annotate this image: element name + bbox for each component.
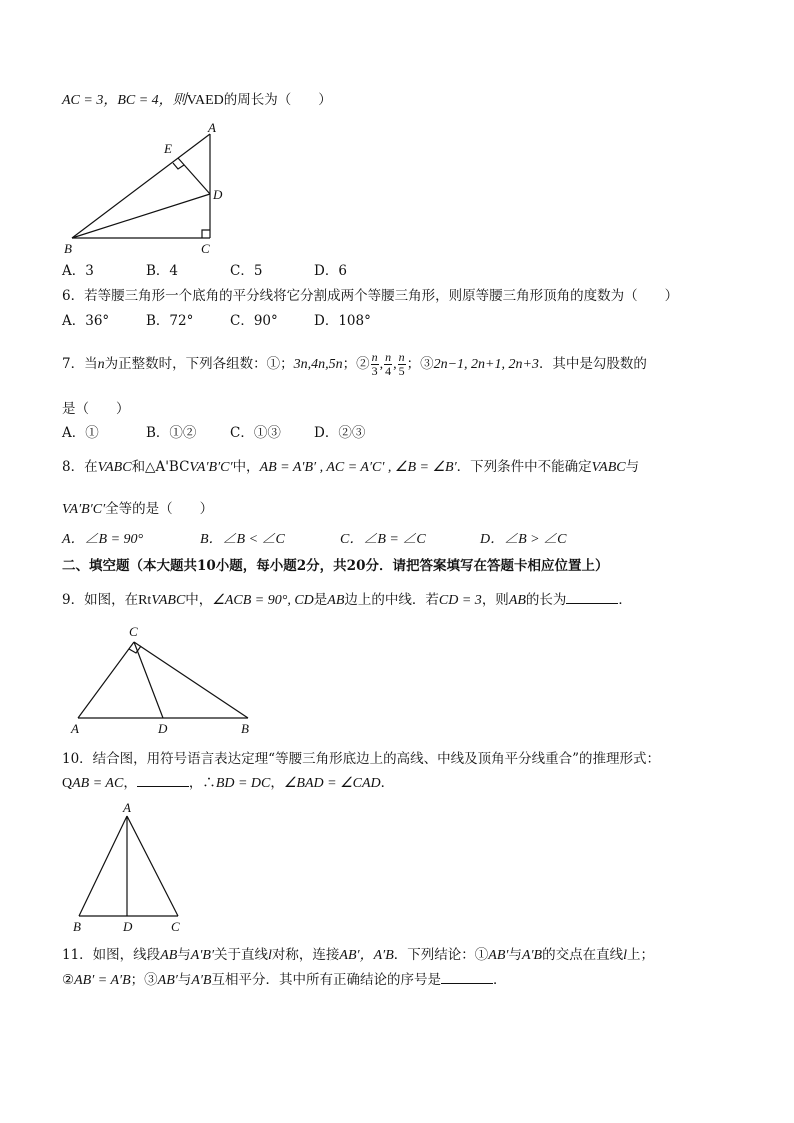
q7-sep2: ；②	[342, 356, 370, 372]
q7-frac-3	[398, 351, 406, 378]
q7-line2: 是（ ）	[62, 401, 130, 417]
q5-label-a: A	[208, 120, 216, 135]
q11-ab2: A′B′	[190, 948, 215, 963]
q8-tail: ．下列条件中不能确定	[456, 459, 592, 475]
q7-set1: 3n,4n,5n	[293, 357, 343, 372]
q11-ab: AB	[160, 948, 178, 963]
q11-c1tail: 的交点在直线	[542, 947, 624, 963]
section2-title: 二、填空题（本大题共10小题，每小题2分，共20分．请把答案填写在答题卡相应位置上）	[62, 558, 609, 574]
q6-option-a[interactable]: A．36°	[62, 313, 110, 329]
q9-mid: 中，	[185, 592, 213, 608]
q5-tri: VAED	[186, 93, 224, 108]
q9-seg-cb	[134, 642, 248, 718]
q6-stem: 6．若等腰三角形一个底角的平分线将它分割成两个等腰三角形，则原等腰三角形顶角的度数为（ ）	[62, 288, 679, 304]
q9-cond: ∠ACB = 90°, CD	[212, 593, 314, 608]
q8-line2-tail: 全等的是（ ）	[105, 501, 214, 517]
q10-end: ．	[380, 775, 395, 791]
q8-t1: VABC	[97, 460, 132, 475]
q10-label-a: A	[123, 800, 131, 815]
q5-option-d[interactable]: D．6	[314, 263, 347, 279]
q7-frac-2	[384, 351, 392, 378]
q11-sym: 关于直线	[214, 947, 269, 963]
q9-ab2: AB	[508, 593, 526, 608]
q11-c2lead: ②	[62, 972, 75, 988]
q7-sep3: ；③	[406, 356, 434, 372]
q5-right-angle-e	[173, 163, 184, 169]
q10-figure	[66, 798, 196, 938]
q7-frac-2-num: n	[385, 350, 392, 364]
q11-lead: 11．如图，线段	[62, 947, 161, 963]
q9-seg-cd	[134, 642, 163, 718]
q7-option-d[interactable]: D．②③	[314, 425, 366, 441]
q10-label-c: C	[171, 919, 180, 934]
q5-label-d: D	[213, 187, 223, 202]
q8-in: 中，	[232, 459, 260, 475]
q9-answer-blank[interactable]	[566, 591, 618, 604]
q7-frac-3-den: 5	[398, 364, 405, 378]
q7-tail: ．其中是勾股数的	[538, 356, 647, 372]
q5-option-a[interactable]: A．3	[62, 263, 94, 279]
q5-stem	[62, 91, 332, 110]
q9-lead: 9．如图，在	[62, 592, 139, 608]
q7-n: n	[97, 357, 105, 372]
q5-label-c: C	[201, 241, 210, 256]
q11-sym2: 对称，连接	[271, 947, 340, 963]
q11-c1b: A′B	[521, 948, 543, 963]
q6-options	[62, 312, 371, 330]
q8-option-a[interactable]: A．∠B = 90°	[62, 532, 144, 547]
q5-seg-ba	[72, 134, 210, 238]
q6-option-c[interactable]: C．90°	[230, 313, 278, 329]
q5-options	[62, 262, 347, 280]
q11-line2	[62, 971, 506, 990]
q9-label-c: C	[129, 624, 138, 639]
q11-c1a: AB′	[488, 948, 509, 963]
q5-label-e: E	[164, 141, 172, 156]
q7-frac-1-num: n	[371, 350, 378, 364]
q11-l: l	[268, 948, 272, 963]
q9-end: 的长为	[525, 592, 567, 608]
q8-line2	[62, 500, 213, 519]
q8-options	[62, 531, 566, 549]
q10-q-sym: Q	[62, 776, 73, 791]
q8-t3: VABC	[591, 460, 626, 475]
q5-seg-bd	[72, 194, 210, 238]
q10-sep: ，	[270, 775, 284, 791]
q10-eq2: BD = DC	[215, 776, 271, 791]
q11-c1end: 上；	[627, 947, 654, 963]
q11-stem	[62, 946, 654, 965]
q11-c3with: 与	[177, 972, 192, 988]
q7-option-b[interactable]: B．①②	[146, 425, 197, 441]
q11-answer-blank[interactable]	[441, 971, 493, 984]
q5-right-angle-c	[202, 230, 210, 238]
q9-tail: ，则	[481, 592, 509, 608]
q11-c2: AB′ = A′B	[74, 973, 131, 988]
q11-c3tail: 互相平分．其中所有正确结论的序号是	[211, 972, 441, 988]
q7-lead: 7．当	[62, 356, 98, 372]
q9-label-a: A	[71, 721, 79, 736]
q10-eq1: AB = AC	[72, 776, 124, 791]
q9-label-b: B	[241, 721, 249, 736]
q8-lead: 8．在	[62, 459, 98, 475]
q8-t2: VA′B′C′	[189, 460, 233, 475]
q11-c3lead: ；③	[130, 972, 158, 988]
q8-stem	[62, 458, 639, 477]
q7-option-a[interactable]: A．①	[62, 425, 99, 441]
q7-frac-1-den: 3	[371, 364, 378, 378]
q5-pre: AC = 3，BC = 4，则	[62, 93, 187, 108]
q8-with: 与	[625, 459, 640, 475]
q5-option-b[interactable]: B．4	[146, 263, 179, 279]
q9-label-d: D	[158, 721, 168, 736]
q10-stem: 10．结合图，用符号语言表达定理“等腰三角形底边上的高线、中线及顶角平分线重合”的推理形式：	[62, 751, 660, 767]
q8-option-b[interactable]: B．∠B < ∠C	[200, 532, 285, 547]
q9-median: 边上的中线．若	[344, 592, 439, 608]
q10-answer-blank[interactable]	[137, 774, 189, 787]
q7-mid: 为正整数时，下列各组数：①；	[104, 356, 294, 372]
q7-option-c[interactable]: C．①③	[230, 425, 281, 441]
q7-frac-2-den: 4	[385, 364, 392, 378]
q5-seg-ed	[178, 158, 210, 194]
q11-c1with: 与	[508, 947, 522, 963]
q9-rt: Rt	[138, 593, 152, 608]
q10-eq3: ∠BAD = ∠CAD	[283, 776, 381, 791]
q11-end: ．	[492, 972, 507, 988]
q9-cd: CD = 3	[438, 593, 482, 608]
q11-seg1: AB′，A′B	[339, 948, 394, 963]
q6-option-d[interactable]: D．108°	[314, 313, 371, 329]
q5-option-c[interactable]: C．5	[230, 263, 263, 279]
q9-stem	[62, 591, 632, 610]
q5-label-b: B	[64, 241, 72, 256]
q10-comma: ，	[123, 775, 137, 791]
q11-with: 与	[177, 947, 191, 963]
q10-seg-ab	[79, 816, 127, 916]
q7-options	[62, 424, 365, 442]
q11-c3a: AB′	[157, 973, 178, 988]
q10-label-b: B	[73, 919, 81, 934]
q8-option-d[interactable]: D．∠B > ∠C	[480, 532, 567, 547]
q8-option-c[interactable]: C．∠B = ∠C	[340, 532, 426, 547]
q9-period: ．	[618, 592, 632, 608]
q9-seg-ac	[78, 642, 134, 718]
q7-frac-1	[371, 351, 379, 378]
q9-tri: VABC	[151, 593, 186, 608]
q11-l2: l	[623, 948, 627, 963]
q11-c3b: A′B	[191, 973, 212, 988]
q6-option-b[interactable]: B．72°	[146, 313, 194, 329]
q7-set3: 2n−1, 2n+1, 2n+3	[433, 357, 539, 372]
q11-tail: ．下列结论：①	[393, 947, 489, 963]
q8-line2-tri: VA′B′C′	[62, 502, 106, 517]
q8-and: 和△A'BC	[131, 459, 190, 475]
q10-therefore: ，∴	[188, 775, 216, 791]
q10-label-d: D	[123, 919, 133, 934]
q9-figure	[66, 620, 266, 740]
q9-is: 是	[313, 592, 328, 608]
q5-post: 的周长为（ ）	[223, 92, 332, 108]
q7-frac-3-num: n	[398, 350, 405, 364]
q7-stem: 7．当n为正整数时，下列各组数：①；3n,4n,5n；② $\frac{n}{3}$ , $\frac{n}{4}$ , $\frac{n}{5}$ ；③2n−1, 2n+1, 2n+3．其中是勾股数的	[62, 350, 647, 378]
q9-ab: AB	[327, 593, 345, 608]
q8-conds: AB = A′B′ , AC = A′C′ , ∠B = ∠B′	[259, 460, 457, 475]
q10-seg-ac	[127, 816, 178, 916]
q10-reasoning	[62, 774, 394, 793]
q5-figure	[60, 118, 230, 258]
